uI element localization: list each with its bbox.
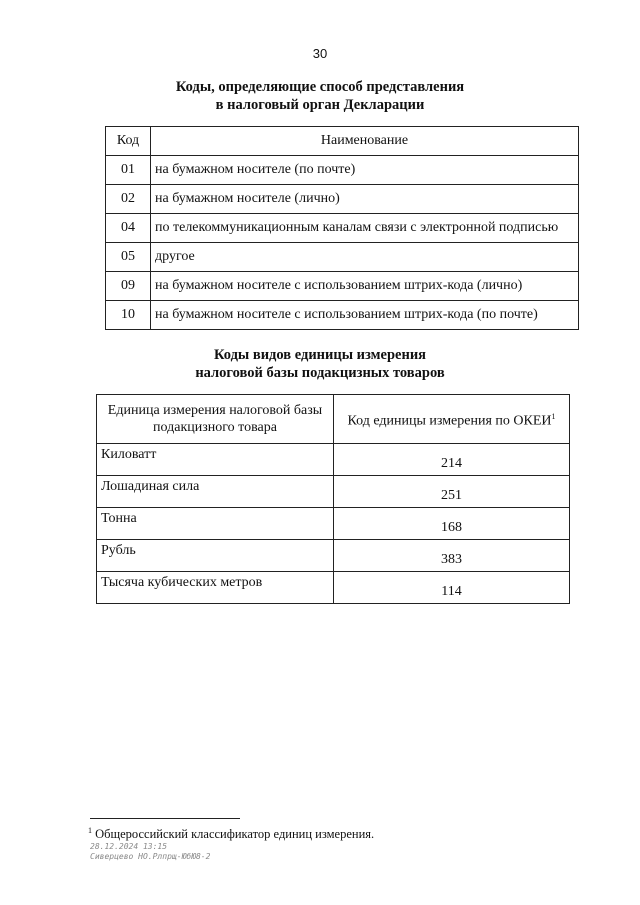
column-header-okei: [334, 395, 570, 444]
okei-code-cell: 214: [334, 444, 570, 476]
column-header-code: Код: [106, 127, 151, 156]
footnote-reference: 1: [551, 412, 556, 422]
column-header-name: Наименование: [151, 127, 579, 156]
code-cell: 02: [106, 185, 151, 214]
footnote: [88, 826, 374, 842]
table-row: [97, 572, 570, 604]
code-cell: 05: [106, 243, 151, 272]
okei-code-cell: 251: [334, 476, 570, 508]
table-row: [97, 444, 570, 476]
okei-code-cell: 114: [334, 572, 570, 604]
unit-cell: Тонна: [97, 508, 334, 540]
print-stamp: [90, 842, 210, 862]
name-cell: на бумажном носителе с использованием штрих-кода (по почте): [151, 301, 579, 330]
code-cell: 01: [106, 156, 151, 185]
stamp-line1: 28.12.2024 13:15: [90, 842, 168, 851]
unit-cell: Рубль: [97, 540, 334, 572]
table-row: [106, 272, 579, 301]
name-cell: по телекоммуникационным каналам связи с электронной подписью: [151, 214, 579, 243]
table-row: [97, 540, 570, 572]
okei-header-text: Код единицы измерения по ОКЕИ: [347, 413, 552, 429]
footnote-marker: 1: [88, 826, 92, 835]
footnote-text: Общероссийский классификатор единиц измерения.: [95, 827, 375, 842]
section1-title-line2: в налоговый орган Декларации: [215, 97, 425, 113]
code-cell: 10: [106, 301, 151, 330]
section1-title-line1: Коды, определяющие способ представления: [175, 79, 465, 95]
table-row: [106, 301, 579, 330]
unit-cell: Тысяча кубических метров: [97, 572, 334, 604]
table-row: [97, 508, 570, 540]
unit-cell: Киловатт: [97, 444, 334, 476]
table-header-row: [106, 127, 579, 156]
unit-codes-table: [96, 394, 570, 604]
name-cell: другое: [151, 243, 579, 272]
table-header-row: [97, 395, 570, 444]
section2-title: [0, 346, 640, 382]
okei-code-cell: 168: [334, 508, 570, 540]
page-number: 30: [312, 46, 328, 61]
table-row: [106, 185, 579, 214]
unit-cell: Лошадиная сила: [97, 476, 334, 508]
table-row: [97, 476, 570, 508]
table-row: [106, 243, 579, 272]
section1-title: [0, 78, 640, 114]
name-cell: на бумажном носителе с использованием штрих-кода (лично): [151, 272, 579, 301]
section2-title-line2: налоговой базы подакцизных товаров: [195, 365, 445, 381]
code-cell: 04: [106, 214, 151, 243]
column-header-unit: Единица измерения налоговой базы подакцизного товара: [97, 395, 334, 444]
section2-title-line1: Коды видов единицы измерения: [213, 347, 427, 363]
footnote-divider: [90, 818, 240, 819]
submission-method-table: [105, 126, 579, 330]
name-cell: на бумажном носителе (лично): [151, 185, 579, 214]
name-cell: на бумажном носителе (по почте): [151, 156, 579, 185]
code-cell: 09: [106, 272, 151, 301]
okei-code-cell: 383: [334, 540, 570, 572]
table-row: [106, 214, 579, 243]
table-row: [106, 156, 579, 185]
stamp-line2: Сиверцево НО.Рлпрщ-ЮбЮ8-2: [90, 852, 211, 861]
